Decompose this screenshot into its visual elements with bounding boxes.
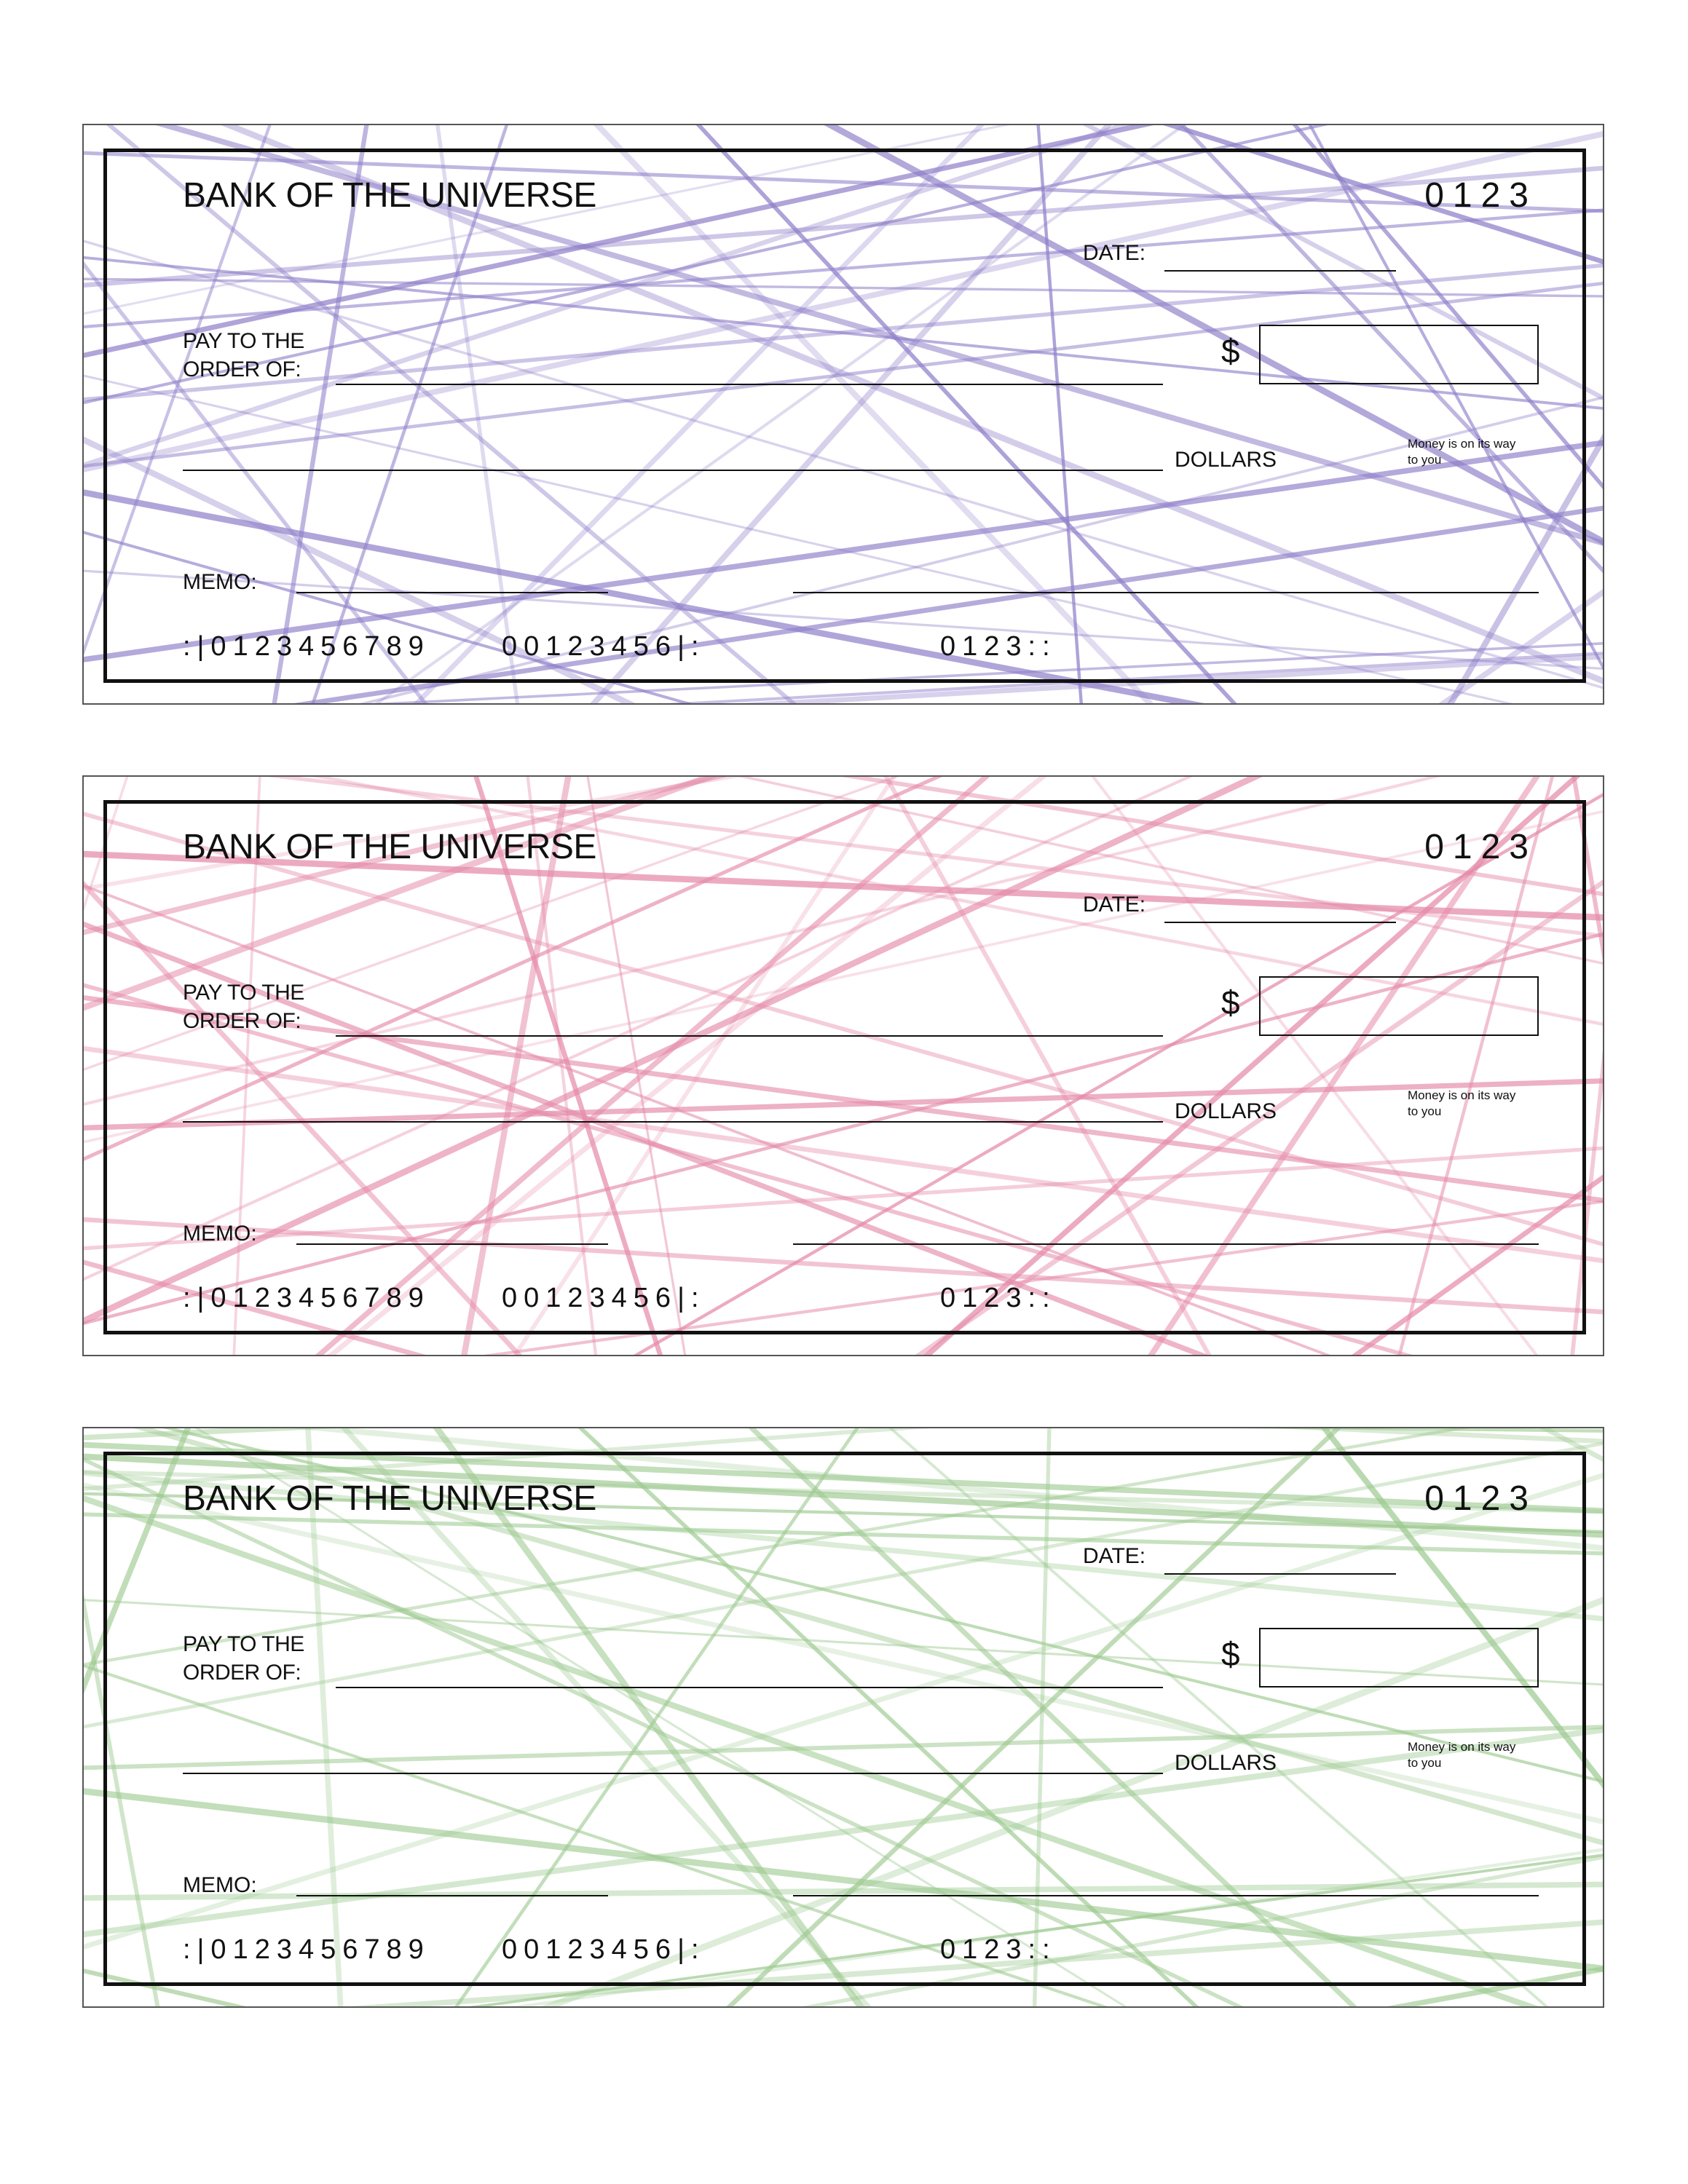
date-field[interactable] bbox=[1164, 922, 1396, 923]
memo-field[interactable] bbox=[296, 1243, 608, 1245]
check-note: Money is on its way to you bbox=[1408, 1088, 1516, 1118]
payee-label-line1: PAY TO THE bbox=[183, 329, 304, 353]
date-field[interactable] bbox=[1164, 1573, 1396, 1575]
memo-field[interactable] bbox=[296, 1895, 608, 1896]
date-label: DATE: bbox=[1083, 1544, 1146, 1568]
signature-field[interactable] bbox=[793, 592, 1539, 593]
dollars-label: DOLLARS bbox=[1175, 1751, 1277, 1775]
date-field[interactable] bbox=[1164, 270, 1396, 272]
check bbox=[82, 1427, 1604, 2008]
memo-label: MEMO: bbox=[183, 570, 257, 594]
memo-field[interactable] bbox=[296, 592, 608, 593]
payee-label-line2: ORDER OF: bbox=[183, 1661, 301, 1685]
micr-check-number: 0123:: bbox=[940, 1934, 1057, 1965]
account-number: 00123456|: bbox=[502, 1934, 706, 1965]
payee-label-line1: PAY TO THE bbox=[183, 1632, 304, 1656]
bank-name: BANK OF THE UNIVERSE bbox=[183, 176, 596, 215]
currency-symbol: $ bbox=[1221, 984, 1240, 1021]
check bbox=[82, 124, 1604, 705]
bank-name: BANK OF THE UNIVERSE bbox=[183, 828, 596, 866]
check-number: 0123 bbox=[1424, 176, 1537, 215]
check-note: Money is on its way to you bbox=[1408, 1740, 1516, 1770]
check bbox=[82, 775, 1604, 1356]
amount-field[interactable] bbox=[1259, 1628, 1539, 1688]
payee-label-line2: ORDER OF: bbox=[183, 1009, 301, 1033]
routing-number: :|0123456789 bbox=[183, 631, 430, 662]
bank-name: BANK OF THE UNIVERSE bbox=[183, 1479, 596, 1518]
check-border bbox=[103, 800, 1586, 1334]
amount-in-words-field[interactable] bbox=[183, 1121, 1163, 1123]
dollars-label: DOLLARS bbox=[1175, 1099, 1277, 1123]
amount-field[interactable] bbox=[1259, 325, 1539, 384]
check-number: 0123 bbox=[1424, 828, 1537, 866]
check-number: 0123 bbox=[1424, 1479, 1537, 1518]
micr-check-number: 0123:: bbox=[940, 1283, 1057, 1313]
amount-field[interactable] bbox=[1259, 976, 1539, 1036]
account-number: 00123456|: bbox=[502, 1283, 706, 1313]
amount-in-words-field[interactable] bbox=[183, 1773, 1163, 1774]
micr-check-number: 0123:: bbox=[940, 631, 1057, 662]
payee-field[interactable] bbox=[336, 1035, 1163, 1037]
amount-in-words-field[interactable] bbox=[183, 470, 1163, 471]
check-note: Money is on its way to you bbox=[1408, 437, 1516, 467]
check-border bbox=[103, 1452, 1586, 1986]
payee-field[interactable] bbox=[336, 1687, 1163, 1688]
routing-number: :|0123456789 bbox=[183, 1934, 430, 1965]
date-label: DATE: bbox=[1083, 893, 1146, 917]
signature-field[interactable] bbox=[793, 1895, 1539, 1896]
memo-label: MEMO: bbox=[183, 1873, 257, 1897]
currency-symbol: $ bbox=[1221, 332, 1240, 370]
date-label: DATE: bbox=[1083, 241, 1146, 265]
payee-field[interactable] bbox=[336, 384, 1163, 385]
dollars-label: DOLLARS bbox=[1175, 448, 1277, 472]
signature-field[interactable] bbox=[793, 1243, 1539, 1245]
routing-number: :|0123456789 bbox=[183, 1283, 430, 1313]
payee-label-line1: PAY TO THE bbox=[183, 981, 304, 1005]
payee-label-line2: ORDER OF: bbox=[183, 357, 301, 381]
check-border bbox=[103, 149, 1586, 683]
memo-label: MEMO: bbox=[183, 1222, 257, 1246]
currency-symbol: $ bbox=[1221, 1635, 1240, 1673]
account-number: 00123456|: bbox=[502, 631, 706, 662]
